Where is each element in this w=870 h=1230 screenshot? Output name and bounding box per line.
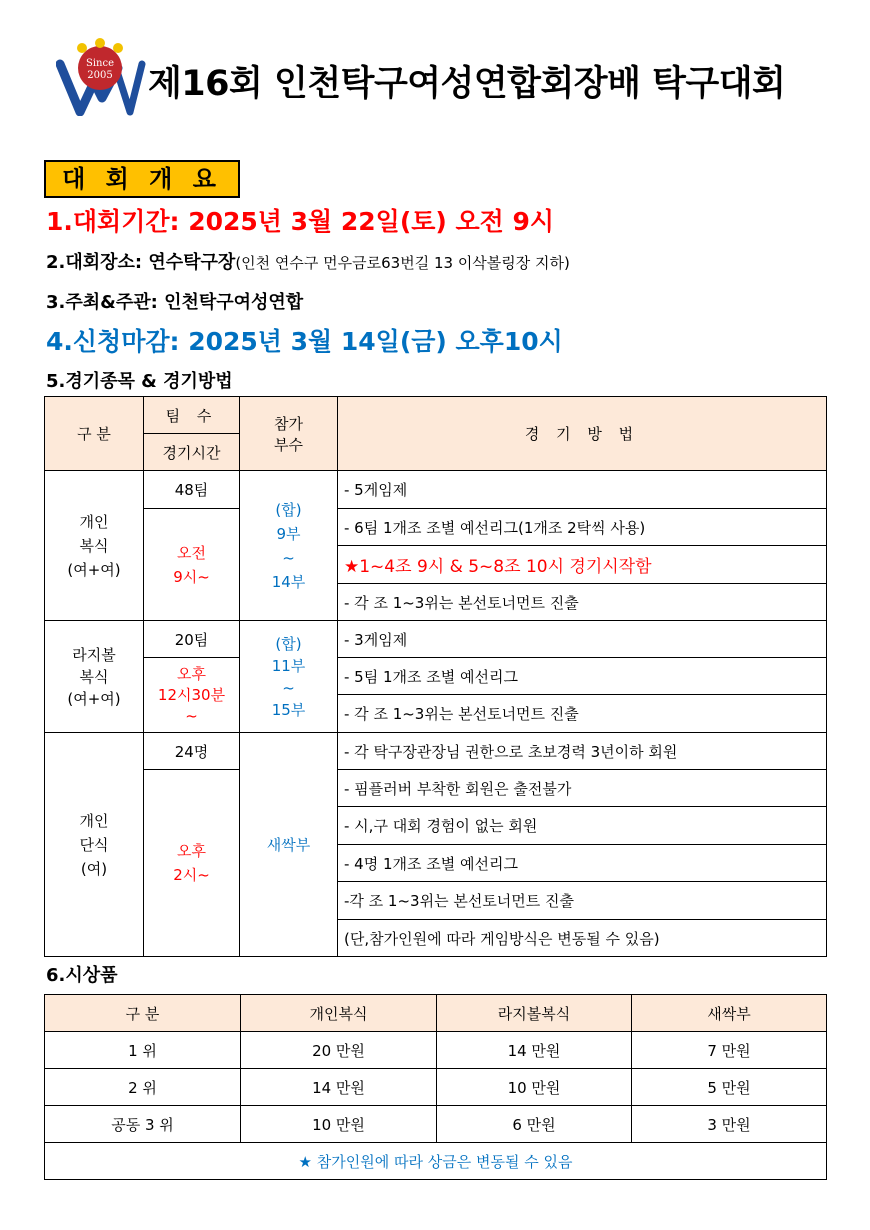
prize-rank: 공동 3 위 bbox=[45, 1106, 241, 1143]
page-title: 제16회 인천탁구여성연합회장배 탁구대회 bbox=[148, 64, 786, 104]
header-time: 경기시간 bbox=[144, 434, 240, 471]
prize-amount: 6 만원 bbox=[437, 1106, 632, 1143]
overview-heading: 대 회 개 요 bbox=[44, 160, 240, 198]
venue-detail: (인천 연수구 먼우금로63번길 13 이삭볼링장 지하) bbox=[235, 254, 570, 272]
prize-row bbox=[45, 1069, 827, 1106]
row3-teams: 24명 bbox=[144, 733, 240, 770]
prize-amount: 3 만원 bbox=[632, 1106, 827, 1143]
row2-teams: 20팀 bbox=[144, 621, 240, 658]
prize-rank: 1 위 bbox=[45, 1032, 241, 1069]
prize-row bbox=[45, 1032, 827, 1069]
row1-category: 개인 복식 (여+여) bbox=[45, 471, 144, 621]
prize-amount: 10 만원 bbox=[437, 1069, 632, 1106]
prize-header-doubles: 개인복식 bbox=[241, 995, 437, 1032]
svg-text:2005: 2005 bbox=[87, 70, 113, 81]
prize-amount: 14 만원 bbox=[437, 1032, 632, 1069]
prize-amount: 5 만원 bbox=[632, 1069, 827, 1106]
row3-method-6: (단,참가인원에 따라 게임방식은 변동될 수 있음) bbox=[338, 920, 827, 957]
prize-rank: 2 위 bbox=[45, 1069, 241, 1106]
events-table bbox=[44, 396, 827, 957]
prize-header-beginner: 새싹부 bbox=[632, 995, 827, 1032]
association-logo bbox=[56, 38, 146, 116]
header-division: 참가 부수 bbox=[240, 397, 338, 471]
event-venue bbox=[46, 248, 570, 274]
row1-time: 오전 9시~ bbox=[144, 509, 240, 621]
event-host: 3.주최&주관: 인천탁구여성연합 bbox=[46, 292, 304, 313]
prize-amount: 14 만원 bbox=[241, 1069, 437, 1106]
row3-method-5: -각 조 1~3위는 본선토너먼트 진출 bbox=[338, 882, 827, 920]
row1-method-2: - 6팀 1개조 조별 예선리그(1개조 2탁씩 사용) bbox=[338, 509, 827, 546]
row3-time: 오후 2시~ bbox=[144, 770, 240, 957]
row2-time: 오후 12시30분 ~ bbox=[144, 658, 240, 733]
prize-amount: 20 만원 bbox=[241, 1032, 437, 1069]
svg-text:Since: Since bbox=[85, 58, 115, 69]
row2-division: (합) 11부 ~ 15부 bbox=[240, 621, 338, 733]
row2-method-2: - 5팀 1개조 조별 예선리그 bbox=[338, 658, 827, 695]
header-method: 경 기 방 법 bbox=[338, 397, 827, 471]
row2-method-3: - 각 조 1~3위는 본선토너먼트 진출 bbox=[338, 695, 827, 733]
row1-division: (합) 9부 ~ 14부 bbox=[240, 471, 338, 621]
row2-category: 라지볼 복식 (여+여) bbox=[45, 621, 144, 733]
row3-method-3: - 시,구 대회 경험이 없는 회원 bbox=[338, 807, 827, 845]
prize-header-category: 구 분 bbox=[45, 995, 241, 1032]
row3-division: 새싹부 bbox=[240, 733, 338, 957]
events-heading: 5.경기종목 & 경기방법 bbox=[46, 371, 233, 392]
venue-label: 2.대회장소: 연수탁구장 bbox=[46, 252, 236, 273]
row3-method-4: - 4명 1개조 조별 예선리그 bbox=[338, 845, 827, 882]
row1-method-3: ★1~4조 9시 & 5~8조 10시 경기시작함 bbox=[338, 546, 827, 584]
row3-category: 개인 단식 (여) bbox=[45, 733, 144, 957]
page-header bbox=[56, 38, 826, 118]
row1-method-1: - 5게임제 bbox=[338, 471, 827, 509]
row2-method-1: - 3게임제 bbox=[338, 621, 827, 658]
prize-amount: 10 만원 bbox=[241, 1106, 437, 1143]
registration-deadline: 4.신청마감: 2025년 3월 14일(금) 오후10시 bbox=[46, 327, 563, 356]
header-category: 구 분 bbox=[45, 397, 144, 471]
prize-amount: 7 만원 bbox=[632, 1032, 827, 1069]
row1-method-4: - 각 조 1~3위는 본선토너먼트 진출 bbox=[338, 584, 827, 621]
prizes-heading: 6.시상품 bbox=[46, 965, 118, 986]
prize-row bbox=[45, 1106, 827, 1143]
event-period: 1.대회기간: 2025년 3월 22일(토) 오전 9시 bbox=[46, 207, 555, 236]
row3-method-1: - 각 탁구장관장님 권한으로 초보경력 3년이하 회원 bbox=[338, 733, 827, 770]
prizes-table bbox=[44, 994, 827, 1180]
prize-header-largeball: 라지볼복식 bbox=[437, 995, 632, 1032]
row1-teams: 48팀 bbox=[144, 471, 240, 509]
header-teams: 팀 수 bbox=[144, 397, 240, 434]
row3-method-2: - 핌플러버 부착한 회원은 출전불가 bbox=[338, 770, 827, 807]
prize-note: ★ 참가인원에 따라 상금은 변동될 수 있음 bbox=[45, 1143, 827, 1180]
